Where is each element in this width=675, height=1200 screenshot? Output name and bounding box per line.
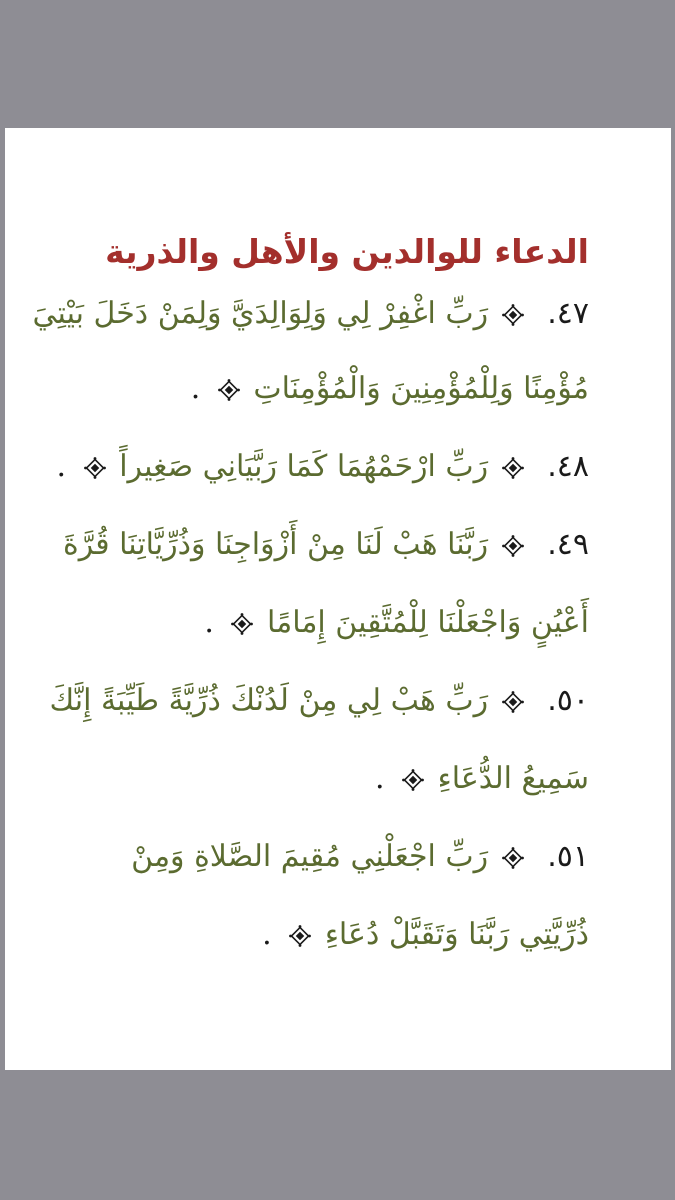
- entry-number: ٤٩.: [547, 527, 589, 562]
- ornament-open-icon: [502, 304, 524, 326]
- entry-number: ٥٠.: [547, 683, 589, 718]
- verse-text: ذُرِّيَّتِي رَبَّنَا وَتَقَبَّلْ دُعَاءِ: [324, 917, 589, 952]
- ornament-open-icon: [502, 847, 524, 869]
- verse-text: رَبِّ اجْعَلْنِي مُقِيمَ الصَّلاةِ وَمِنْ: [131, 839, 489, 874]
- entry-number: ٤٨.: [547, 449, 589, 484]
- end-mark: .: [56, 449, 67, 484]
- ornament-open-icon: [502, 691, 524, 713]
- entry-number: ٤٧.: [547, 296, 589, 331]
- verse-line: [63, 350, 589, 428]
- end-mark: .: [374, 761, 385, 796]
- end-mark: .: [262, 917, 272, 952]
- ornament-close-icon: [231, 613, 253, 635]
- verse-line: [63, 818, 589, 896]
- verse-line: [63, 740, 589, 818]
- verse-line: [56, 428, 589, 506]
- entry-number: ٥١.: [547, 839, 589, 874]
- document-content: [32, 226, 589, 974]
- verse-line: [32, 278, 589, 350]
- page-title: الدعاء للوالدين والأهل والذرية: [105, 232, 589, 271]
- ornament-close-icon: [84, 457, 106, 479]
- supplication-entry: [49, 662, 589, 818]
- ornament-close-icon: [289, 925, 311, 947]
- supplication-entry: [56, 428, 589, 506]
- verse-text: أَعْيُنٍ وَاجْعَلْنَا لِلْمُتَّقِينَ إِمَامًا: [267, 605, 589, 640]
- verse-text: سَمِيعُ الدُّعَاءِ: [437, 761, 589, 796]
- verse-text: رَبِّ ارْحَمْهُمَا كَمَا رَبَّيَانِي صَغِيراً: [119, 449, 489, 484]
- supplication-entry: [63, 506, 589, 662]
- verse-line: [63, 506, 589, 584]
- ornament-open-icon: [502, 457, 524, 479]
- verse-text: رَبِّ اغْفِرْ لِي وَلِوَالِدَيَّ وَلِمَنْ دَخَلَ بَيْتِيَ: [32, 296, 489, 331]
- verse-line: [63, 584, 589, 662]
- document-page: [5, 128, 671, 1070]
- end-mark: .: [204, 605, 214, 640]
- verse-text: مُؤْمِنًا وَلِلْمُؤْمِنِينَ وَالْمُؤْمِنَاتِ: [253, 371, 589, 406]
- verse-line: [49, 662, 589, 740]
- verse-line: [63, 896, 589, 974]
- ornament-open-icon: [502, 535, 524, 557]
- ornament-close-icon: [218, 379, 240, 401]
- verse-text: رَبِّ هَبْ لِي مِنْ لَدُنْكَ ذُرِّيَّةً طَيِّبَةً إِنَّكَ: [49, 683, 489, 718]
- verse-text: رَبَّنَا هَبْ لَنَا مِنْ أَزْوَاجِنَا وَذُرِّيَّاتِنَا قُرَّةَ: [62, 527, 489, 562]
- ornament-close-icon: [402, 769, 424, 791]
- supplication-entry: [32, 278, 589, 428]
- end-mark: .: [190, 371, 201, 406]
- supplication-entry: [63, 818, 589, 974]
